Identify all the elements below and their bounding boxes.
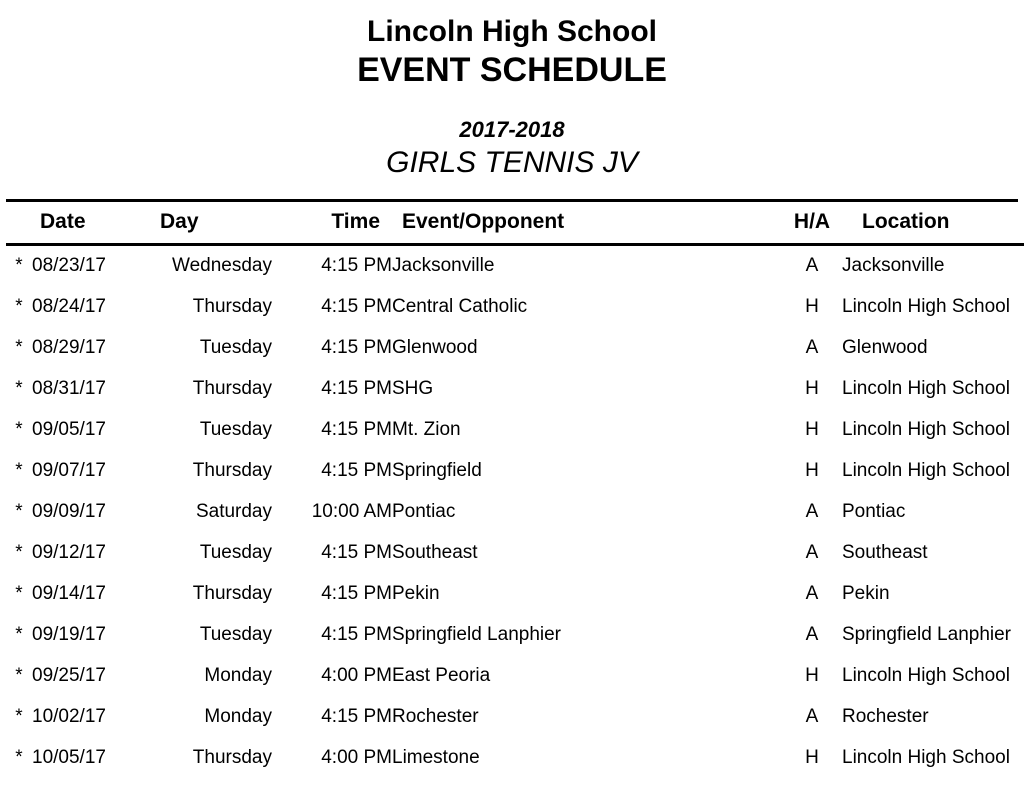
- cell-time: 4:15 PM: [321, 705, 392, 727]
- cell-ha: H: [805, 746, 819, 768]
- cell-date: 08/29/17: [32, 336, 106, 358]
- cell-date: 09/19/17: [32, 623, 106, 645]
- schedule-table-wrapper: [0, 202, 1024, 779]
- cell-day: Monday: [204, 705, 272, 727]
- season-label: 2017-2018: [459, 116, 565, 142]
- cell-day: Wednesday: [172, 254, 272, 276]
- cell-star: *: [15, 623, 23, 645]
- table-row: [6, 244, 1024, 287]
- cell-day: Monday: [204, 664, 272, 686]
- cell-location: Glenwood: [842, 336, 928, 358]
- cell-star: *: [15, 500, 23, 522]
- cell-location: Rochester: [842, 705, 929, 727]
- column-header-day: Day: [160, 209, 199, 233]
- table-row: [6, 533, 1024, 574]
- cell-day: Thursday: [192, 459, 272, 481]
- column-header-time: Time: [331, 209, 380, 233]
- cell-day: Tuesday: [199, 418, 272, 440]
- cell-star: *: [15, 377, 23, 399]
- cell-ha: H: [805, 459, 819, 481]
- cell-event: Glenwood: [392, 336, 478, 358]
- column-header-date: Date: [40, 209, 86, 233]
- cell-date: 08/24/17: [32, 295, 106, 317]
- cell-event: Rochester: [392, 705, 479, 727]
- cell-event: Springfield: [392, 459, 482, 481]
- cell-time: 4:15 PM: [321, 377, 392, 399]
- cell-event: Central Catholic: [392, 295, 528, 317]
- cell-location: Lincoln High School: [842, 295, 1010, 317]
- table-row: [6, 287, 1024, 328]
- table-row: [6, 656, 1024, 697]
- cell-time: 4:15 PM: [321, 254, 392, 276]
- cell-event: Pekin: [392, 582, 440, 604]
- table-row: [6, 451, 1024, 492]
- cell-day: Tuesday: [199, 336, 272, 358]
- cell-location: Lincoln High School: [842, 664, 1010, 686]
- cell-location: Jacksonville: [842, 254, 945, 276]
- column-header-star: [6, 202, 32, 245]
- cell-day: Thursday: [192, 582, 272, 604]
- cell-time: 4:15 PM: [321, 623, 392, 645]
- cell-time: 4:00 PM: [321, 746, 392, 768]
- cell-time: 4:15 PM: [321, 582, 392, 604]
- cell-star: *: [15, 418, 23, 440]
- column-header-ha: H/A: [793, 209, 831, 233]
- cell-date: 10/02/17: [32, 705, 106, 727]
- cell-day: Saturday: [195, 500, 272, 522]
- cell-ha: A: [805, 582, 819, 604]
- cell-location: Lincoln High School: [842, 418, 1010, 440]
- sport-label: GIRLS TENNIS JV: [386, 145, 638, 179]
- cell-event: Southeast: [392, 541, 478, 563]
- cell-star: *: [15, 746, 23, 768]
- table-row: [6, 492, 1024, 533]
- cell-ha: A: [805, 336, 819, 358]
- table-row: [6, 574, 1024, 615]
- schedule-table-body: [6, 244, 1024, 779]
- cell-star: *: [15, 705, 23, 727]
- cell-day: Thursday: [192, 377, 272, 399]
- cell-day: Thursday: [192, 746, 272, 768]
- cell-event: Jacksonville: [392, 254, 495, 276]
- table-row: [6, 328, 1024, 369]
- table-row: [6, 738, 1024, 779]
- cell-day: Thursday: [192, 295, 272, 317]
- cell-star: *: [15, 336, 23, 358]
- cell-time: 4:15 PM: [321, 418, 392, 440]
- cell-ha: H: [805, 295, 819, 317]
- table-row: [6, 410, 1024, 451]
- cell-day: Tuesday: [199, 541, 272, 563]
- cell-ha: A: [805, 254, 819, 276]
- cell-day: Tuesday: [199, 623, 272, 645]
- cell-event: East Peoria: [392, 664, 491, 686]
- cell-time: 4:15 PM: [321, 459, 392, 481]
- cell-ha: H: [805, 664, 819, 686]
- cell-ha: A: [805, 500, 819, 522]
- document-header: [0, 0, 1024, 181]
- table-row: [6, 697, 1024, 738]
- cell-ha: H: [805, 418, 819, 440]
- cell-event: Mt. Zion: [392, 418, 461, 440]
- cell-event: Pontiac: [392, 500, 456, 522]
- cell-location: Springfield Lanphier: [842, 623, 1012, 645]
- table-row: [6, 615, 1024, 656]
- cell-ha: H: [805, 377, 819, 399]
- cell-date: 08/31/17: [32, 377, 106, 399]
- column-header-location: Location: [862, 209, 950, 233]
- cell-date: 08/23/17: [32, 254, 106, 276]
- cell-location: Lincoln High School: [842, 377, 1010, 399]
- cell-ha: A: [805, 623, 819, 645]
- cell-time: 4:00 PM: [321, 664, 392, 686]
- table-row: [6, 369, 1024, 410]
- cell-star: *: [15, 459, 23, 481]
- cell-location: Lincoln High School: [842, 459, 1010, 481]
- cell-date: 09/12/17: [32, 541, 106, 563]
- cell-star: *: [15, 541, 23, 563]
- cell-star: *: [15, 254, 23, 276]
- cell-time: 4:15 PM: [321, 541, 392, 563]
- cell-ha: A: [805, 541, 819, 563]
- cell-date: 09/07/17: [32, 459, 106, 481]
- cell-location: Pekin: [842, 582, 890, 604]
- schedule-table: [6, 202, 1024, 779]
- cell-event: Springfield Lanphier: [392, 623, 562, 645]
- document-title: EVENT SCHEDULE: [357, 51, 667, 90]
- cell-location: Pontiac: [842, 500, 906, 522]
- cell-date: 09/05/17: [32, 418, 106, 440]
- cell-date: 09/09/17: [32, 500, 106, 522]
- cell-star: *: [15, 295, 23, 317]
- cell-star: *: [15, 664, 23, 686]
- cell-time: 4:15 PM: [321, 295, 392, 317]
- column-header-event: Event/Opponent: [402, 209, 565, 233]
- cell-time: 4:15 PM: [321, 336, 392, 358]
- cell-location: Southeast: [842, 541, 928, 563]
- cell-location: Lincoln High School: [842, 746, 1010, 768]
- cell-date: 09/25/17: [32, 664, 106, 686]
- cell-star: *: [15, 582, 23, 604]
- cell-ha: A: [805, 705, 819, 727]
- cell-date: 09/14/17: [32, 582, 106, 604]
- cell-time: 10:00 AM: [311, 500, 392, 522]
- cell-date: 10/05/17: [32, 746, 106, 768]
- cell-event: Limestone: [392, 746, 480, 768]
- cell-event: SHG: [392, 377, 434, 399]
- table-header-row: [6, 202, 1024, 245]
- school-name: Lincoln High School: [367, 15, 657, 48]
